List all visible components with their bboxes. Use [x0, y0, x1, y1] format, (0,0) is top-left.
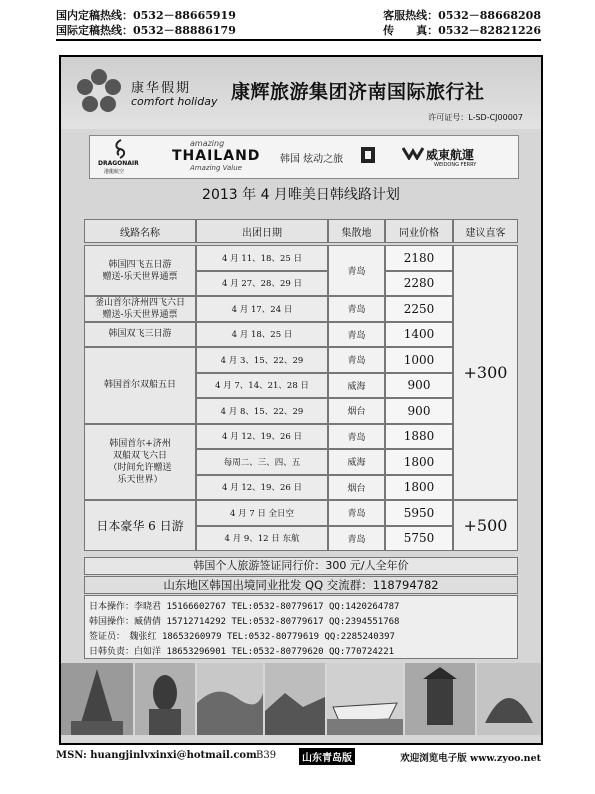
table-header: 集散地 [328, 219, 385, 243]
contact-row [89, 644, 394, 657]
domestic-hotline: 国内定稿热线：0532－88665919 [56, 9, 236, 22]
korea-tour-logo: 韩国 炫动之旅 [280, 154, 344, 165]
departure-date: 4 月 3、15、22、29 [196, 347, 328, 373]
departure-date: 4 月 18、25 日 [196, 322, 328, 348]
hotlines-right [383, 8, 541, 38]
page-footer [56, 750, 541, 770]
agency-name: 康辉旅游集团济南国际旅行社 [231, 81, 485, 103]
table-header: 线路名称 [84, 219, 196, 243]
trade-price: 1400 [385, 322, 453, 348]
amazing-text: amazing [190, 139, 225, 148]
route-name: 日本豪华 6 日游 [84, 500, 196, 551]
temple-photo [61, 663, 133, 735]
trade-price: 5950 [385, 500, 453, 526]
departure-date: 4 月 9、12 日 东航 [196, 526, 328, 552]
header-divider [56, 39, 541, 41]
departure-city: 青岛 [328, 245, 385, 296]
departure-city: 威海 [328, 373, 385, 399]
departure-city: 青岛 [328, 424, 385, 450]
route-name: 韩国双飞三日游 [84, 322, 196, 348]
contact-row [89, 599, 399, 612]
page-number: B39 [256, 750, 277, 761]
island-photo [265, 663, 325, 735]
dragonair-sub: 港龍航空 [104, 169, 125, 175]
contact-qq: QQ:2285240397 [324, 632, 395, 642]
departure-date: 4 月 12、19、26 日 [196, 424, 328, 450]
hotlines-left [56, 8, 236, 38]
advertisement-frame [59, 55, 543, 745]
statue-photo [135, 663, 195, 735]
contact-mobile: 18653296901 [166, 647, 227, 657]
service-hotline: 客服热线：0532－88668208 [383, 9, 541, 22]
fax-number: 传 真：0532－82821226 [383, 24, 541, 37]
retail-markup: +300 [453, 245, 518, 500]
contact-tel: TEL:0532-80779617 [231, 602, 324, 612]
contacts-box [84, 595, 518, 659]
weidong-ferry-logo: 威東航運 [426, 148, 475, 162]
dragonair-logo: DRAGONAIR [98, 160, 139, 167]
brand-name-en: comfort holiday [131, 95, 218, 108]
photo-strip [61, 663, 541, 743]
contact-tel: TEL:0532-80779619 [226, 632, 320, 642]
license-number: 许可证号：L-SD-CJ00007 [428, 113, 523, 122]
contact-qq: QQ:2394551768 [329, 617, 400, 627]
departure-city: 烟台 [328, 398, 385, 424]
pagoda-photo [477, 663, 541, 735]
departure-date: 4 月 27、28、29 日 [196, 271, 328, 297]
amazing-value-text: Amazing Value [190, 164, 242, 172]
departure-date: 4 月 12、19、26 日 [196, 475, 328, 501]
msn-contact: MSN: huangjinlvxinxi@hotmail.com [56, 750, 257, 761]
coast-photo [197, 663, 263, 735]
departure-city: 青岛 [328, 500, 385, 526]
contact-role: 签证员： 魏张红 [89, 632, 157, 642]
contact-row [89, 614, 399, 627]
route-name: 釜山首尔济州四飞六日 赠送-乐天世界通票 [84, 296, 196, 322]
partner-logos [89, 135, 519, 179]
departure-date: 每周二、三、四、五 [196, 449, 328, 475]
departure-city: 青岛 [328, 322, 385, 348]
contact-qq: QQ:1420264787 [329, 602, 400, 612]
table-header: 建议直客 [453, 219, 518, 243]
trade-price: 2180 [385, 245, 453, 271]
departure-date: 4 月 11、18、25 日 [196, 245, 328, 271]
weidong-ferry-en: WEIDONG FERRY [434, 162, 477, 168]
dragon-icon [112, 139, 130, 159]
ferry-wave-icon [402, 146, 424, 160]
retail-markup: +500 [453, 500, 518, 551]
departure-city: 青岛 [328, 526, 385, 552]
route-name: 韩国首尔+济州 双船双飞六日 （时间允许赠送 乐天世界） [84, 424, 196, 501]
trade-price: 1000 [385, 347, 453, 373]
contact-role: 韩国操作：臧倩倩 [89, 617, 162, 627]
agency-banner [61, 57, 541, 129]
edition-badge: 山东青岛版 [299, 748, 355, 765]
contact-mobile: 18653260979 [161, 632, 222, 642]
contact-mobile: 15712714292 [166, 617, 227, 627]
trade-price: 1800 [385, 475, 453, 501]
flower-logo-icon [73, 65, 125, 117]
contact-mobile: 15166602767 [166, 602, 227, 612]
departure-date: 4 月 8、15、22、29 [196, 398, 328, 424]
contact-tel: TEL:0532-80779617 [231, 617, 324, 627]
departure-city: 威海 [328, 449, 385, 475]
ferry-ship-photo [327, 663, 403, 735]
departure-city: 青岛 [328, 296, 385, 322]
contact-qq: QQ:770724221 [329, 647, 395, 657]
contact-tel: TEL:0532-80779620 [231, 647, 324, 657]
plan-title: 2013 年 4 月唯美日韩线路计划 [202, 187, 400, 203]
palace-photo [405, 663, 475, 735]
trade-price: 1880 [385, 424, 453, 450]
departure-city: 烟台 [328, 475, 385, 501]
trade-price: 2250 [385, 296, 453, 322]
table-header: 出团日期 [196, 219, 328, 243]
trade-price: 2280 [385, 271, 453, 297]
contact-row [89, 629, 395, 642]
welcome-text: 欢迎浏览电子版 www.zyoo.net [400, 753, 541, 764]
brand-name-cn: 康华假期 [131, 81, 192, 96]
departure-date: 4 月 17、24 日 [196, 296, 328, 322]
international-hotline: 国际定稿热线：0532－88886179 [56, 24, 236, 37]
trade-price: 900 [385, 373, 453, 399]
trade-price: 1800 [385, 449, 453, 475]
route-name: 韩国四飞五日游 赠送-乐天世界通票 [84, 245, 196, 296]
visa-price: 韩国个人旅游签证同行价：300 元/人全年价 [84, 557, 518, 575]
trade-price: 900 [385, 398, 453, 424]
departure-date: 4 月 7 日 全日空 [196, 500, 328, 526]
departure-city: 青岛 [328, 347, 385, 373]
table-header: 同业价格 [385, 219, 453, 243]
hotlines-header [56, 8, 541, 56]
contact-role: 日韩负责：白如洋 [89, 647, 162, 657]
departure-date: 4 月 7、14、21、28 日 [196, 373, 328, 399]
route-name: 韩国首尔双船五日 [84, 347, 196, 424]
trade-price: 5750 [385, 526, 453, 552]
contact-role: 日本操作：李晓君 [89, 602, 162, 612]
korea-tour-icon [360, 146, 376, 164]
thailand-logo: THAILAND [172, 148, 261, 164]
qq-group: 山东地区韩国出境同业批发 QQ 交流群：118794782 [84, 576, 518, 594]
